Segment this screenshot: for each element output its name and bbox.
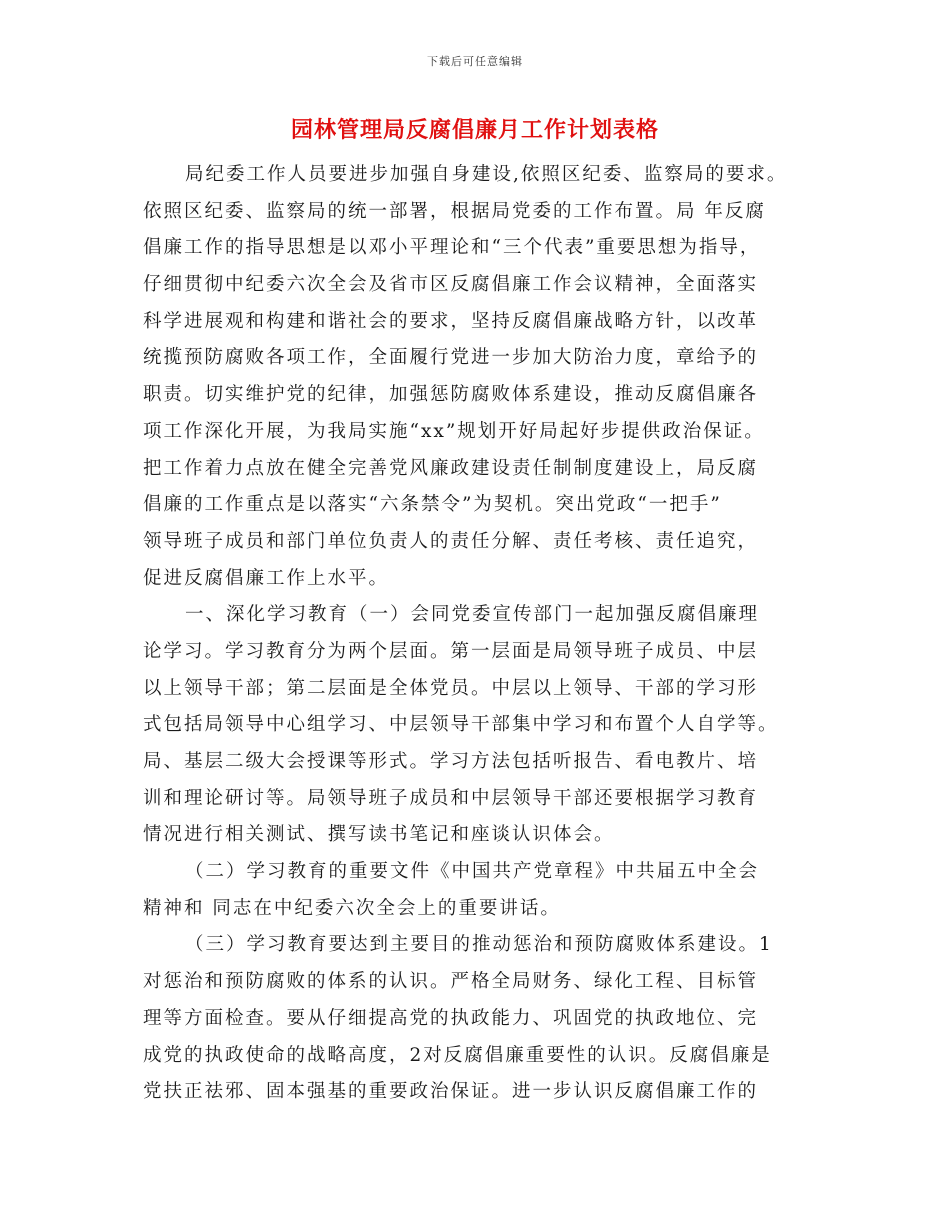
- page-header-note: 下载后可任意编辑: [427, 55, 523, 68]
- body-text-line: 项工作深化开展，为我局实施“xx”规划开好局起好步提供政治保证。: [143, 420, 765, 442]
- body-text-line: 领导班子成员和部门单位负责人的责任分解、责任考核、责任追究，: [143, 530, 759, 552]
- body-text-line: 职责。切实维护党的纪律，加强惩防腐败体系建设，推动反腐倡廉各: [143, 384, 759, 406]
- body-text-line: 训和理论研讨等。局领导班子成员和中层领导干部还要根据学习教育: [143, 787, 759, 809]
- body-text-line: 情况进行相关测试、撰写读书笔记和座谈认识体会。: [143, 824, 615, 846]
- body-text-line: 理等方面检查。要从仔细提高党的执政能力、巩固党的执政地位、完: [143, 1007, 759, 1029]
- body-text-line: 论学习。学习教育分为两个层面。第一层面是局领导班子成员、中层: [143, 640, 759, 662]
- body-text-line: 倡廉的工作重点是以落实“六条禁令”为契机。突出党政“一把手”: [143, 494, 722, 516]
- body-text-line: 促进反腐倡廉工作上水平。: [143, 567, 390, 589]
- body-text-line: 把工作着力点放在健全完善党风廉政建设责任制制度建设上，局反腐: [143, 457, 759, 479]
- body-text-line: 精神和 同志在中纪委六次全会上的重要讲话。: [143, 897, 561, 919]
- body-text-line: 依照区纪委、监察局的统一部署，根据局党委的工作布置。局 年反腐: [143, 200, 766, 222]
- body-text-line: 局、基层二级大会授课等形式。学习方法包括听报告、看电教片、培: [143, 751, 759, 772]
- body-text-line: 党扶正祛邪、固本强基的重要政治保证。进一步认识反腐倡廉工作的: [143, 1081, 759, 1103]
- body-text-line: 对惩治和预防腐败的体系的认识。严格全局财务、绿化工程、目标管: [143, 971, 759, 993]
- body-text-line: 仔细贯彻中纪委六次全会及省市区反腐倡廉工作会议精神，全面落实: [143, 274, 759, 296]
- document-title: 园林管理局反腐倡廉月工作计划表格: [290, 117, 659, 143]
- body-text-line: 科学进展观和构建和谐社会的要求，坚持反腐倡廉战略方针，以改革: [143, 310, 759, 332]
- body-text-line: 式包括局领导中心组学习、中层领导干部集中学习和布置个人自学等。: [143, 714, 779, 736]
- body-text-line: 局纪委工作人员要进步加强自身建设,依照区纪委、监察局的要求。: [185, 164, 788, 185]
- body-text-line: 成党的执政使命的战略高度，2对反腐倡廉重要性的认识。反腐倡廉是: [143, 1044, 772, 1066]
- body-text-line: （三）学习教育要达到主要目的推动惩治和预防腐败体系建设。1: [185, 934, 773, 956]
- body-text-line: （二）学习教育的重要文件《中国共产党章程》中共届五中全会: [185, 861, 760, 883]
- body-text-line: 倡廉工作的指导思想是以邓小平理论和“三个代表”重要思想为指导，: [143, 237, 761, 259]
- body-text-line: 统揽预防腐败各项工作，全面履行党进一步加大防治力度，章给予的: [143, 347, 759, 369]
- body-text-line: 以上领导干部；第二层面是全体党员。中层以上领导、干部的学习形: [143, 677, 759, 699]
- document-body: [143, 157, 813, 1111]
- body-text-line: 一、深化学习教育（一）会同党委宣传部门一起加强反腐倡廉理: [185, 604, 760, 626]
